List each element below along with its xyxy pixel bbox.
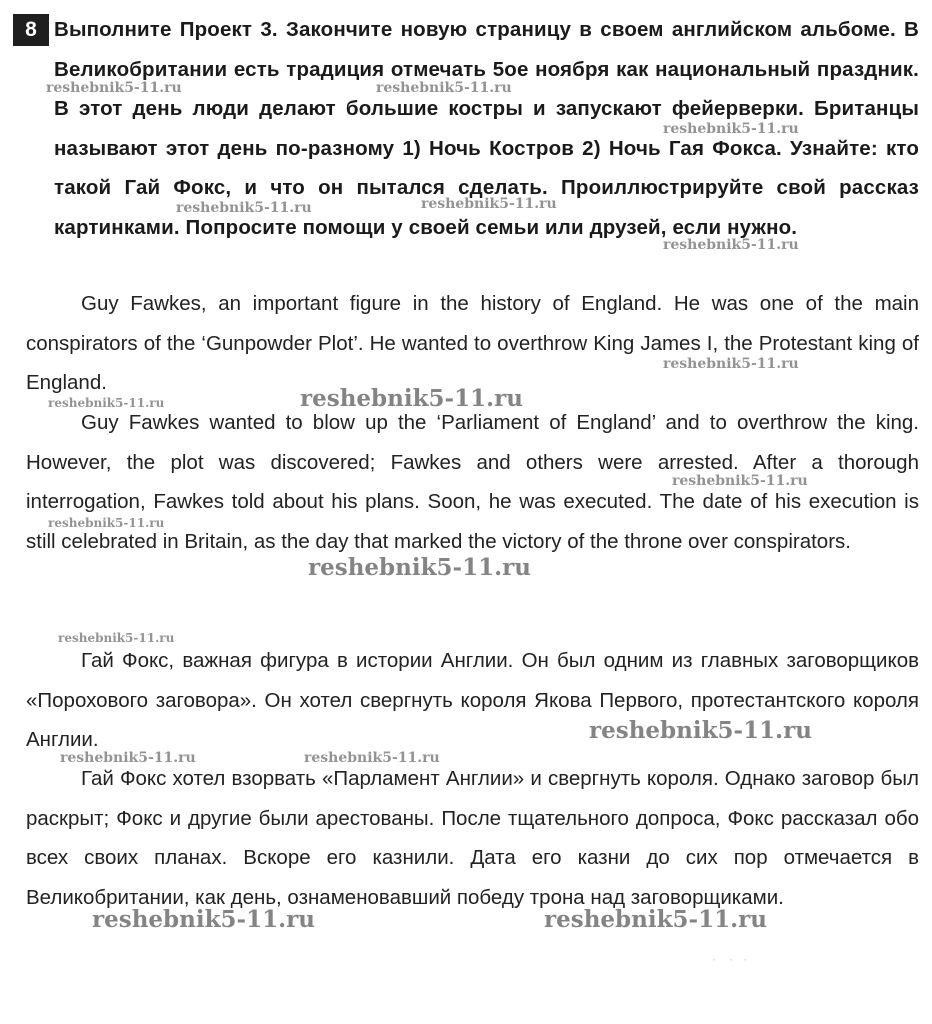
watermark: reshebnik5-11.ru xyxy=(300,385,523,412)
watermark: reshebnik5-11.ru xyxy=(663,237,799,253)
watermark: reshebnik5-11.ru xyxy=(48,396,165,410)
watermark: reshebnik5-11.ru xyxy=(176,200,312,216)
scan-artifact: · · · xyxy=(712,952,748,966)
watermark: reshebnik5-11.ru xyxy=(663,121,799,137)
english-paragraph-1: Guy Fawkes, an important figure in the history of England. He was one of the main conspirators of the ‘Gunpowder Plot’. He wanted to overthrow King James I, the Protestant king of England. xyxy=(26,292,919,394)
watermark: reshebnik5-11.ru xyxy=(421,196,557,212)
russian-paragraph-1: Гай Фокс, важная фигура в истории Англии. Он был одним из главных заговорщиков «Порохового заговора». Он хотел свергнуть короля Якова Первого, протестантского короля Англии. xyxy=(26,649,919,751)
russian-paragraph-2: Гай Фокс хотел взорвать «Парламент Англии» и свергнуть короля. Однако заговор был раскрыт; Фокс и другие были арестованы. После тщательного допроса, Фокс рассказал обо всех своих планах. Вскоре его казнили. Дата его казни до сих пор отмечается в Великобритании, как день, ознаменовавший победу трона над заговорщиками. xyxy=(26,767,919,909)
watermark: reshebnik5-11.ru xyxy=(60,750,196,766)
task-instruction: Выполните Проект 3. Закончите новую страницу в своем английском альбоме. В Великобритании есть традиция отмечать 5ое ноября как национальный праздник. В этот день люди делают большие костры и запускают фейерверки. Британцы называют этот день по-разному 1) Ночь Костров 2) Ночь Гая Фокса. Узнайте: кто такой Гай Фокс, и что он пытался сделать. Проиллюстрируйте свой рассказ картинками. Попросите помощи у своей семьи или друзей, если нужно. xyxy=(54,18,919,239)
watermark: reshebnik5-11.ru xyxy=(376,80,512,96)
watermark: reshebnik5-11.ru xyxy=(544,906,767,933)
watermark: reshebnik5-11.ru xyxy=(92,906,315,933)
watermark: reshebnik5-11.ru xyxy=(308,554,531,581)
watermark: reshebnik5-11.ru xyxy=(58,631,175,645)
watermark: reshebnik5-11.ru xyxy=(48,516,165,530)
watermark: reshebnik5-11.ru xyxy=(672,473,808,489)
task-number-badge: 8 xyxy=(13,14,49,46)
english-paragraph-2: Guy Fawkes wanted to blow up the ‘Parliament of England’ and to overthrow the king. However, the plot was discovered; Fawkes and others were arrested. After a thorough interrogation, Fawkes told about his plans. Soon, he was executed. The date of his execution is still celebrated in Britain, as the day that marked the victory of the throne over conspirators. xyxy=(26,411,919,553)
watermark: reshebnik5-11.ru xyxy=(304,750,440,766)
watermark: reshebnik5-11.ru xyxy=(663,356,799,372)
watermark: reshebnik5-11.ru xyxy=(589,717,812,744)
watermark: reshebnik5-11.ru xyxy=(46,80,182,96)
